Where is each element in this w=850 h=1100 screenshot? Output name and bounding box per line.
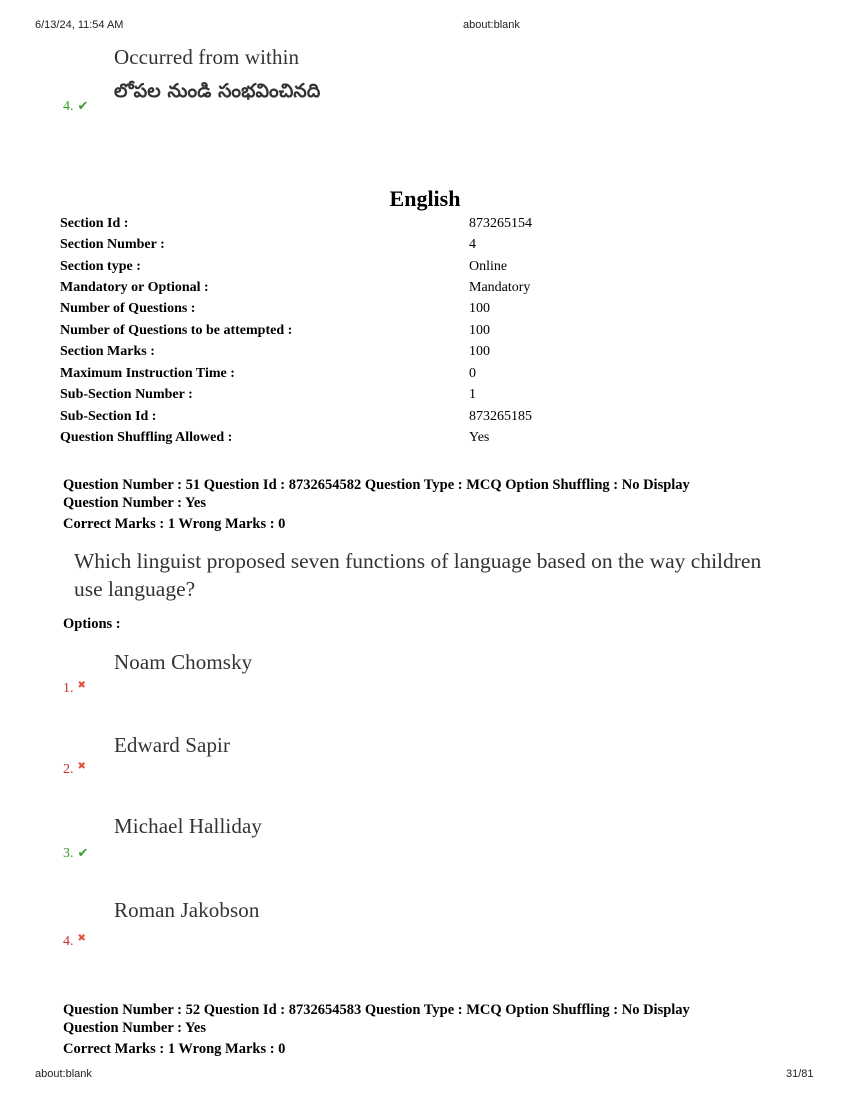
- meta-row-section-marks: [60, 344, 780, 365]
- meta-value: Yes: [469, 430, 490, 445]
- meta-row-instruction-time: [60, 366, 780, 387]
- option-4-number: [63, 933, 86, 950]
- meta-label: Number of Questions to be attempted :: [60, 323, 293, 338]
- prev-option-text-te: లోపల నుండి సంభవించినది: [114, 80, 321, 102]
- question-51-text: Which linguist proposed seven functions of language based on the way children use language?: [74, 549, 762, 601]
- question-info-line: Question Number : 52 Question Id : 8732654583 Question Type : MCQ Option Shuffling : No Display: [63, 1002, 690, 1018]
- option-number-label: 2.: [63, 762, 74, 777]
- meta-row-subsection-number: [60, 387, 780, 408]
- correct-check-icon: ✔: [77, 99, 89, 114]
- section-title: English: [389, 186, 461, 211]
- meta-value: 4: [469, 237, 476, 252]
- question-info-line: Question Number : Yes: [63, 1020, 206, 1036]
- meta-value: 873265185: [469, 409, 532, 424]
- meta-row-subsection-id: [60, 409, 780, 430]
- option-number-label: 4.: [63, 99, 74, 114]
- meta-row-shuffling-allowed: [60, 430, 780, 451]
- option-2-text: Edward Sapir: [114, 733, 231, 757]
- meta-value: 100: [469, 301, 490, 316]
- wrong-cross-icon: ✖: [77, 680, 86, 691]
- meta-row-section-type: [60, 259, 780, 280]
- meta-row-questions-attempted: [60, 323, 780, 344]
- meta-label: Section Marks :: [60, 344, 155, 359]
- option-3-number: [63, 846, 88, 862]
- meta-label: Maximum Instruction Time :: [60, 366, 235, 381]
- print-footer-url: about:blank: [35, 1068, 92, 1080]
- prev-option-number: [63, 99, 88, 115]
- option-number-label: 4.: [63, 934, 74, 949]
- question-51-info: [63, 476, 783, 533]
- option-number-label: 1.: [63, 681, 74, 696]
- option-3-text: Michael Halliday: [114, 814, 262, 838]
- meta-value: Mandatory: [469, 280, 531, 295]
- question-info-line: Question Number : Yes: [63, 495, 206, 511]
- meta-label: Section Number :: [60, 237, 165, 252]
- meta-label: Number of Questions :: [60, 301, 196, 316]
- option-2-number: [63, 761, 86, 778]
- meta-row-number-of-questions: [60, 301, 780, 322]
- meta-label: Sub-Section Id :: [60, 409, 157, 424]
- prev-option-text-en: Occurred from within: [114, 45, 300, 69]
- question-52-info: [63, 1001, 783, 1058]
- meta-value: 100: [469, 323, 490, 338]
- print-title: about:blank: [463, 19, 520, 31]
- meta-value: 100: [469, 344, 490, 359]
- meta-value: Online: [469, 259, 508, 274]
- wrong-cross-icon: ✖: [77, 933, 86, 944]
- meta-value: 873265154: [469, 216, 532, 231]
- wrong-cross-icon: ✖: [77, 761, 86, 772]
- meta-row-section-number: [60, 237, 780, 258]
- meta-label: Mandatory or Optional :: [60, 280, 209, 295]
- option-4-text: Roman Jakobson: [114, 898, 260, 922]
- print-datetime: 6/13/24, 11:54 AM: [35, 19, 124, 31]
- meta-value: 0: [469, 366, 476, 381]
- meta-label: Question Shuffling Allowed :: [60, 430, 233, 445]
- option-1-number: [63, 680, 86, 697]
- print-page-number: 31/81: [786, 1068, 814, 1080]
- option-number-label: 3.: [63, 846, 74, 861]
- meta-label: Section type :: [60, 259, 141, 274]
- question-info-line: Question Number : 51 Question Id : 8732654582 Question Type : MCQ Option Shuffling : No Display: [63, 477, 690, 493]
- question-marks: Correct Marks : 1 Wrong Marks : 0: [63, 1041, 286, 1057]
- meta-value: 1: [469, 387, 476, 402]
- meta-label: Section Id :: [60, 216, 129, 231]
- meta-row-section-id: [60, 216, 780, 237]
- options-label: Options :: [63, 616, 121, 632]
- correct-check-icon: ✔: [77, 846, 89, 861]
- meta-label: Sub-Section Number :: [60, 387, 193, 402]
- question-marks: Correct Marks : 1 Wrong Marks : 0: [63, 516, 286, 532]
- option-1-text: Noam Chomsky: [114, 650, 253, 674]
- meta-row-mandatory: [60, 280, 780, 301]
